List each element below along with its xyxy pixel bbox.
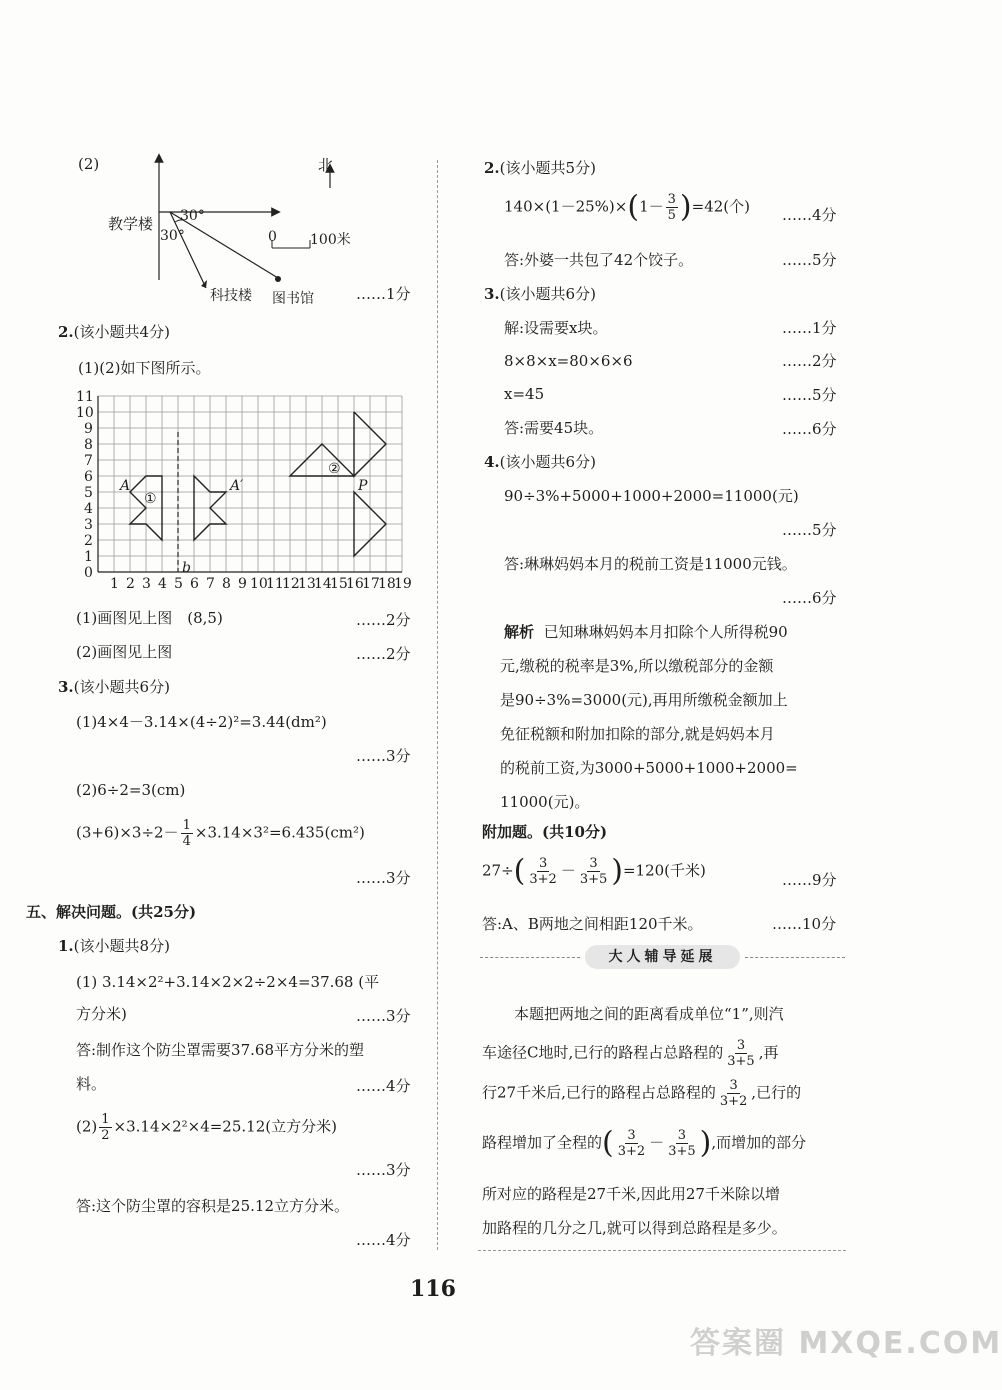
score: ……4分 bbox=[356, 1077, 411, 1095]
score: ……1分 bbox=[356, 285, 411, 303]
analysis-line: 11000(元)。 bbox=[500, 793, 590, 811]
angle-bottom: 30° bbox=[160, 228, 185, 244]
x-tick: 14 bbox=[314, 576, 332, 592]
fraction bbox=[578, 856, 609, 887]
analysis-label: 解析 bbox=[504, 623, 535, 641]
analysis-line: 是90÷3%=3000(元),再用所缴税金额加上 bbox=[500, 691, 788, 709]
score: ……2分 bbox=[782, 352, 837, 370]
label-p: P bbox=[358, 478, 368, 494]
score: ……5分 bbox=[782, 521, 837, 539]
formula: (3+6)×3÷2－ bbox=[76, 823, 179, 842]
fraction bbox=[666, 1128, 697, 1159]
angle-top: 30° bbox=[180, 208, 205, 224]
formula: (1)4×4－3.14×(4÷2)²=3.44(dm²) bbox=[76, 713, 327, 731]
north-label: 北 bbox=[318, 156, 334, 174]
ext-text: 行27千米后,已行的路程占总路程的 bbox=[482, 1083, 716, 1102]
q-note: (该小题共6分) bbox=[73, 678, 170, 696]
score: ……9分 bbox=[782, 871, 837, 889]
x-tick: 8 bbox=[222, 576, 231, 592]
scale-value: 100米 bbox=[310, 232, 351, 248]
answer-text: 答:这个防尘罩的容积是25.12立方分米。 bbox=[76, 1197, 349, 1215]
formula: (2) bbox=[76, 1117, 98, 1136]
x-tick: 6 bbox=[190, 576, 199, 592]
y-tick: 1 bbox=[84, 549, 93, 565]
formula: 8×8×x=80×6×6 bbox=[504, 352, 633, 370]
extension-body bbox=[482, 1004, 848, 1252]
denominator: 4 bbox=[182, 834, 191, 849]
denominator: 3+5 bbox=[727, 1054, 755, 1069]
x-tick: 9 bbox=[238, 576, 247, 592]
q-number: 4. bbox=[484, 453, 500, 471]
answer-text: 答:制作这个防尘罩需要37.68平方分米的塑 bbox=[76, 1041, 364, 1059]
analysis-line: 免征税额和附加扣除的部分,就是妈妈本月 bbox=[500, 725, 775, 743]
x-tick: 15 bbox=[330, 576, 348, 592]
denominator: 5 bbox=[667, 208, 676, 223]
ext-line: 加路程的几分之几,就可以得到总路程是多少。 bbox=[482, 1219, 787, 1237]
page-number: 116 bbox=[410, 1276, 456, 1302]
x-tick: 12 bbox=[282, 576, 300, 592]
answer-text: (2)画图见上图 bbox=[76, 643, 173, 661]
formula: 1－ bbox=[639, 197, 664, 216]
score: ……3分 bbox=[356, 1161, 411, 1179]
ext-line bbox=[482, 1038, 848, 1078]
x-tick: 19 bbox=[394, 576, 412, 592]
fraction bbox=[527, 856, 558, 887]
q-note: (该小题共5分) bbox=[499, 159, 596, 177]
answer-text: (1)画图见上图 (8,5) bbox=[76, 609, 223, 627]
ext-text: ,而增加的部分 bbox=[711, 1133, 807, 1152]
y-tick: 2 bbox=[84, 533, 93, 549]
ext-text: 车途径C地时,已行的路程占总路程的 bbox=[482, 1043, 724, 1062]
x-tick: 13 bbox=[298, 576, 316, 592]
q-number: 2. bbox=[484, 159, 500, 177]
answer-text: 答:外婆一共包了42个饺子。 bbox=[504, 251, 694, 269]
y-tick: 3 bbox=[84, 517, 93, 533]
score: ……5分 bbox=[782, 251, 837, 269]
y-tick: 11 bbox=[76, 389, 94, 405]
label-a: A bbox=[120, 478, 131, 494]
watermark: 答案圈 MXQE.COM bbox=[690, 1326, 1002, 1361]
score: ……2分 bbox=[356, 645, 411, 663]
denominator: 2 bbox=[101, 1128, 110, 1143]
ext-text: ,已行的 bbox=[751, 1083, 802, 1102]
denominator: 3+2 bbox=[719, 1094, 748, 1109]
analysis-line: 已知琳琳妈妈本月扣除个人所得税90 bbox=[543, 623, 788, 641]
extension-title: 大人辅导延展 bbox=[585, 945, 740, 969]
fraction bbox=[99, 1112, 111, 1143]
q-number: 1. bbox=[58, 937, 74, 955]
q-note: (该小题共6分) bbox=[499, 285, 596, 303]
building-label: 教学楼 bbox=[108, 215, 154, 233]
score: ……1分 bbox=[782, 319, 837, 337]
score: ……6分 bbox=[782, 589, 837, 607]
answer-text: 解:设需要x块。 bbox=[504, 319, 608, 337]
formula: (2)6÷2=3(cm) bbox=[76, 781, 186, 799]
ext-line: 所对应的路程是27千米,因此用27千米除以增 bbox=[482, 1185, 780, 1203]
ext-line bbox=[482, 1078, 848, 1128]
numerator: 3 bbox=[538, 856, 548, 871]
formula-line: 27÷( $\frac{3}{3+2}$ － $\frac{3}{3+5}$ )=120(千米) bbox=[482, 853, 706, 889]
analysis-line: 的税前工资,为3000+5000+1000+2000= bbox=[500, 759, 798, 777]
y-tick: 6 bbox=[84, 469, 93, 485]
numerator: 3 bbox=[729, 1078, 738, 1093]
x-tick: 1 bbox=[110, 576, 119, 592]
numerator: 3 bbox=[589, 856, 598, 871]
ext-line: 本题把两地之间的距离看成单位“1”,则汽 bbox=[514, 1005, 784, 1023]
formula-line bbox=[76, 818, 365, 849]
q-number: 3. bbox=[58, 678, 74, 696]
y-tick: 5 bbox=[84, 485, 93, 501]
formula: 27÷ bbox=[482, 861, 514, 880]
formula: (1) 3.14×2²+3.14×2×2÷2×4=37.68 (平 bbox=[76, 973, 380, 991]
point-library: 图书馆 bbox=[272, 291, 314, 307]
numerator: 3 bbox=[736, 1038, 746, 1053]
q-note: (该小题共4分) bbox=[73, 323, 170, 341]
x-tick: 11 bbox=[266, 576, 284, 592]
x-tick: 4 bbox=[158, 576, 167, 592]
ext-text: ,再 bbox=[758, 1043, 779, 1062]
point-keji: 科技楼 bbox=[210, 288, 252, 304]
q-note: (该小题共8分) bbox=[73, 937, 170, 955]
answer-text: 答:需要45块。 bbox=[504, 419, 604, 437]
numerator: 1 bbox=[101, 1112, 110, 1127]
formula: =42(个) bbox=[691, 197, 750, 216]
denominator: 3+5 bbox=[668, 1144, 696, 1159]
x-tick: 17 bbox=[362, 576, 380, 592]
sub-label: (2) bbox=[78, 155, 100, 173]
denominator: 3+5 bbox=[579, 872, 608, 887]
formula: 方分米) bbox=[76, 1005, 127, 1023]
scale-zero: 0 bbox=[268, 229, 277, 245]
x-tick: 3 bbox=[142, 576, 151, 592]
formula: x=45 bbox=[504, 385, 545, 403]
q-number: 3. bbox=[484, 285, 500, 303]
x-tick: 18 bbox=[378, 576, 396, 592]
fraction bbox=[181, 818, 193, 849]
numerator: 3 bbox=[627, 1128, 636, 1143]
numerator: 3 bbox=[667, 192, 676, 207]
formula-line bbox=[76, 1112, 337, 1143]
grid-figure bbox=[76, 388, 422, 602]
numerator: 1 bbox=[182, 818, 191, 833]
score: ……3分 bbox=[356, 869, 411, 887]
ext-line: 路程增加了全程的( $\frac{3}{3+2}$ － $\frac{3}{3+5}$ ),而增加的部分 bbox=[482, 1125, 807, 1161]
fraction bbox=[718, 1078, 749, 1109]
score: ……5分 bbox=[782, 386, 837, 404]
x-tick: 5 bbox=[174, 576, 183, 592]
label-shape1: ① bbox=[144, 491, 157, 507]
x-tick: 10 bbox=[250, 576, 268, 592]
column-divider bbox=[437, 160, 438, 1250]
numerator: 3 bbox=[677, 1128, 687, 1143]
answer-text: 料。 bbox=[76, 1075, 107, 1093]
label-a-prime: A′ bbox=[230, 478, 244, 494]
extension-bottom-rule bbox=[478, 1250, 846, 1251]
fraction bbox=[666, 192, 678, 223]
x-tick: 16 bbox=[346, 576, 364, 592]
label-b: b bbox=[182, 560, 191, 576]
score: ……10分 bbox=[772, 915, 837, 933]
y-tick: 9 bbox=[84, 421, 93, 437]
y-tick: 8 bbox=[84, 437, 93, 453]
fraction bbox=[616, 1128, 647, 1159]
q-note: (该小题共6分) bbox=[499, 453, 596, 471]
formula: ×3.14×2²×4=25.12(立方分米) bbox=[113, 1117, 337, 1136]
score: ……6分 bbox=[782, 420, 837, 438]
x-tick: 7 bbox=[206, 576, 215, 592]
grid-svg bbox=[82, 388, 422, 598]
formula: 90÷3%+5000+1000+2000=11000(元) bbox=[504, 487, 799, 505]
answer-text: 答:琳琳妈妈本月的税前工资是11000元钱。 bbox=[504, 555, 797, 573]
y-tick: 7 bbox=[84, 453, 93, 469]
score: ……2分 bbox=[356, 611, 411, 629]
score: ……3分 bbox=[356, 747, 411, 765]
section-title: 五、解决问题。(共25分) bbox=[26, 903, 197, 921]
formula-line: 140×(1－25%)×(1－ $\frac{3}{5}$ )=42(个) bbox=[504, 189, 750, 225]
x-tick: 2 bbox=[126, 576, 135, 592]
y-tick: 0 bbox=[84, 565, 93, 581]
formula: 140×(1－25%)× bbox=[504, 197, 628, 216]
y-tick: 10 bbox=[76, 405, 94, 421]
formula: =120(千米) bbox=[622, 861, 706, 880]
denominator: 3+2 bbox=[617, 1144, 646, 1159]
score: ……4分 bbox=[782, 206, 837, 224]
q-number: 2. bbox=[58, 323, 74, 341]
denominator: 3+2 bbox=[529, 872, 557, 887]
bonus-title: 附加题。(共10分) bbox=[482, 823, 608, 841]
formula: ×3.14×3²=6.435(cm²) bbox=[194, 823, 365, 842]
answer-text: (1)(2)如下图所示。 bbox=[78, 359, 211, 377]
answer-text: 答:A、B两地之间相距120千米。 bbox=[482, 915, 703, 933]
y-tick: 4 bbox=[84, 501, 93, 517]
score: ……4分 bbox=[356, 1231, 411, 1249]
score: ……3分 bbox=[356, 1007, 411, 1025]
analysis-block bbox=[500, 622, 802, 826]
ext-text: 路程增加了全程的 bbox=[482, 1133, 603, 1152]
label-shape2: ② bbox=[328, 461, 341, 477]
analysis-line: 元,缴税的税率是3%,所以缴税部分的金额 bbox=[500, 657, 774, 675]
fraction bbox=[725, 1038, 756, 1069]
extension-header bbox=[480, 945, 845, 971]
